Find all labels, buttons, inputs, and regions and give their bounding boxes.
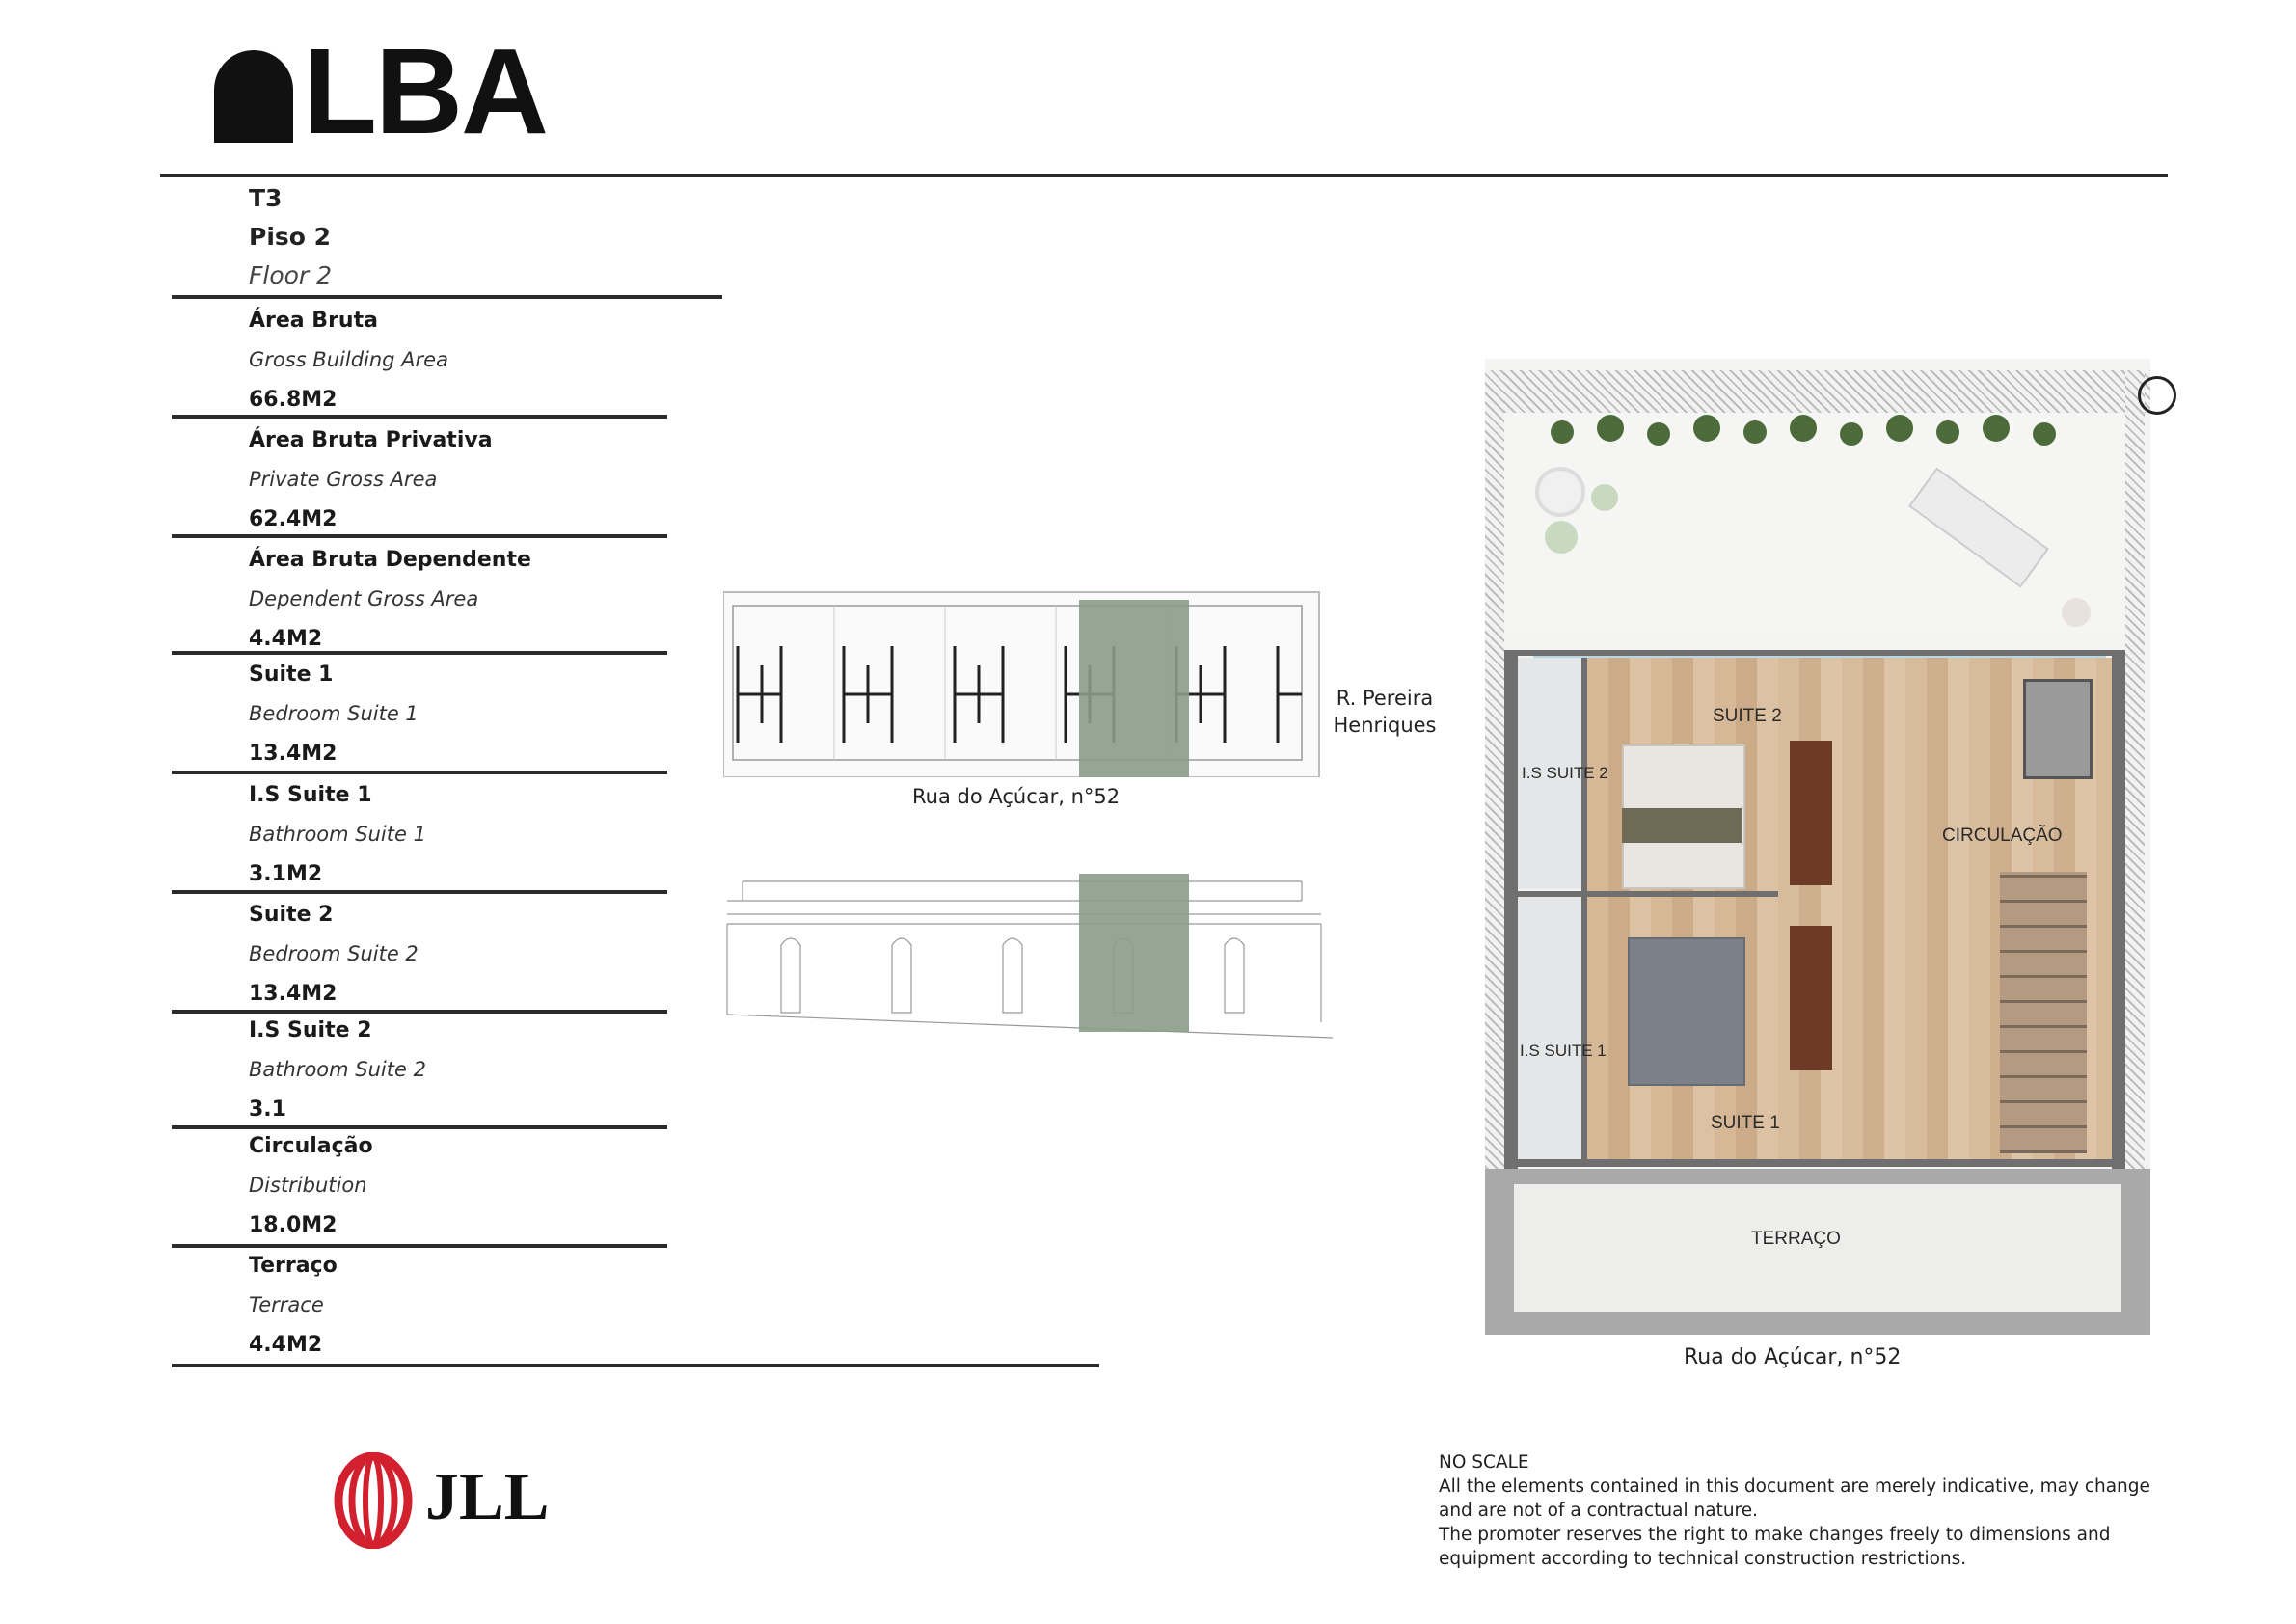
room-label-is-suite2: I.S SUITE 2 [1522, 764, 1608, 782]
note-line: and are not of a contractual nature. [1439, 1501, 1759, 1521]
note-line: The promoter reserves the right to make changes freely to dimensions and [1439, 1525, 2111, 1545]
elevation-drawing [723, 868, 1340, 1042]
area-value: 4.4M2 [249, 627, 323, 651]
jll-text: JLL [425, 1460, 550, 1534]
area-subtitle: Bedroom Suite 1 [249, 702, 419, 725]
jll-logo [333, 1452, 554, 1549]
area-title: Suite 1 [249, 663, 334, 687]
room-label-terraco: TERRAÇO [1751, 1229, 1841, 1249]
bottom-divider [172, 1364, 1099, 1367]
top-divider [160, 174, 2168, 177]
side-street-label: R. Pereira Henriques [1333, 687, 1437, 737]
area-title: Terraço [249, 1254, 338, 1278]
note-line: All the elements contained in this document are merely indicative, may change [1439, 1476, 2150, 1497]
arch-logo-icon [214, 50, 293, 143]
wall-interior [1504, 1159, 2125, 1167]
section-divider [172, 415, 667, 419]
facade-elevation [723, 868, 1340, 1042]
area-subtitle: Dependent Gross Area [249, 587, 479, 610]
site-plan-drawing [723, 588, 1321, 777]
area-value: 4.4M2 [249, 1333, 323, 1357]
area-section [249, 1011, 673, 1129]
outdoor-table-icon [1535, 467, 1585, 517]
area-value: 13.4M2 [249, 982, 338, 1006]
area-title: I.S Suite 2 [249, 1018, 372, 1042]
floor-plan [1485, 359, 2150, 1335]
area-value: 62.4M2 [249, 507, 338, 531]
staircase-icon [2000, 872, 2087, 1153]
disclaimer [1439, 1450, 2191, 1571]
area-subtitle: Private Gross Area [249, 468, 438, 491]
area-section [249, 540, 673, 659]
wall-interior [1504, 650, 1518, 1169]
alba-logo [214, 23, 561, 159]
area-subtitle: Bathroom Suite 1 [249, 823, 426, 846]
unit-header [249, 179, 332, 295]
area-subtitle: Terrace [249, 1293, 324, 1316]
header-divider [172, 295, 722, 299]
typology: T3 [249, 184, 283, 212]
room-label-is-suite1: I.S SUITE 1 [1520, 1042, 1607, 1060]
wardrobe-icon [1790, 926, 1832, 1070]
area-value: 13.4M2 [249, 742, 338, 766]
note-line: equipment according to technical construction restrictions. [1439, 1549, 1967, 1569]
area-value: 3.1M2 [249, 862, 323, 886]
compass-icon [2138, 376, 2176, 415]
area-title: Área Bruta [249, 309, 378, 333]
jll-mark-icon [333, 1452, 429, 1549]
area-value: 66.8M2 [249, 388, 338, 412]
area-title: Área Bruta Dependente [249, 548, 531, 572]
site-street-label: Rua do Açúcar, n°52 [912, 785, 1121, 808]
area-value: 18.0M2 [249, 1213, 338, 1237]
planter-icon [1545, 521, 1578, 554]
area-subtitle: Distribution [249, 1174, 367, 1197]
bed-icon [1628, 937, 1745, 1086]
area-title: I.S Suite 1 [249, 783, 372, 807]
logo-text: LBA [303, 23, 547, 159]
area-section [249, 655, 673, 773]
wardrobe-icon [1790, 741, 1832, 885]
area-value: 3.1 [249, 1097, 286, 1122]
wall-right [2125, 370, 2145, 1171]
floor-pt: Piso 2 [249, 223, 332, 251]
stool-icon [2062, 598, 2091, 627]
room-label-suite2: SUITE 2 [1713, 706, 1782, 726]
plan-street-label: Rua do Açúcar, n°52 [1684, 1345, 1902, 1369]
area-section [249, 1126, 673, 1245]
plants-icon [1524, 411, 2102, 453]
planter-icon [1591, 484, 1618, 511]
highlight-unit [1079, 600, 1189, 777]
highlight-unit [1079, 874, 1189, 1032]
area-subtitle: Bathroom Suite 2 [249, 1058, 426, 1081]
area-section [249, 775, 673, 894]
section-divider [172, 890, 667, 894]
area-section [249, 420, 673, 539]
wall-top [1485, 370, 2150, 413]
bathroom-suite1 [1518, 897, 1581, 1159]
blanket-icon [1622, 808, 1742, 843]
room-label-circulacao: CIRCULAÇÃO [1942, 826, 2063, 846]
area-title: Área Bruta Privativa [249, 428, 493, 452]
area-subtitle: Gross Building Area [249, 348, 448, 371]
water-heater-icon [2023, 679, 2093, 779]
area-section [249, 301, 673, 420]
section-divider [172, 771, 667, 774]
site-plan [723, 588, 1321, 777]
area-section [249, 1246, 673, 1365]
room-label-suite1: SUITE 1 [1711, 1113, 1780, 1133]
area-subtitle: Bedroom Suite 2 [249, 942, 419, 965]
note-line: NO SCALE [1439, 1452, 1529, 1473]
floor-en: Floor 2 [249, 261, 333, 289]
section-divider [172, 534, 667, 538]
wall-interior [2112, 650, 2125, 1169]
wall-interior [1504, 650, 2125, 656]
area-title: Circulação [249, 1134, 373, 1158]
area-title: Suite 2 [249, 903, 334, 927]
area-section [249, 895, 673, 1014]
